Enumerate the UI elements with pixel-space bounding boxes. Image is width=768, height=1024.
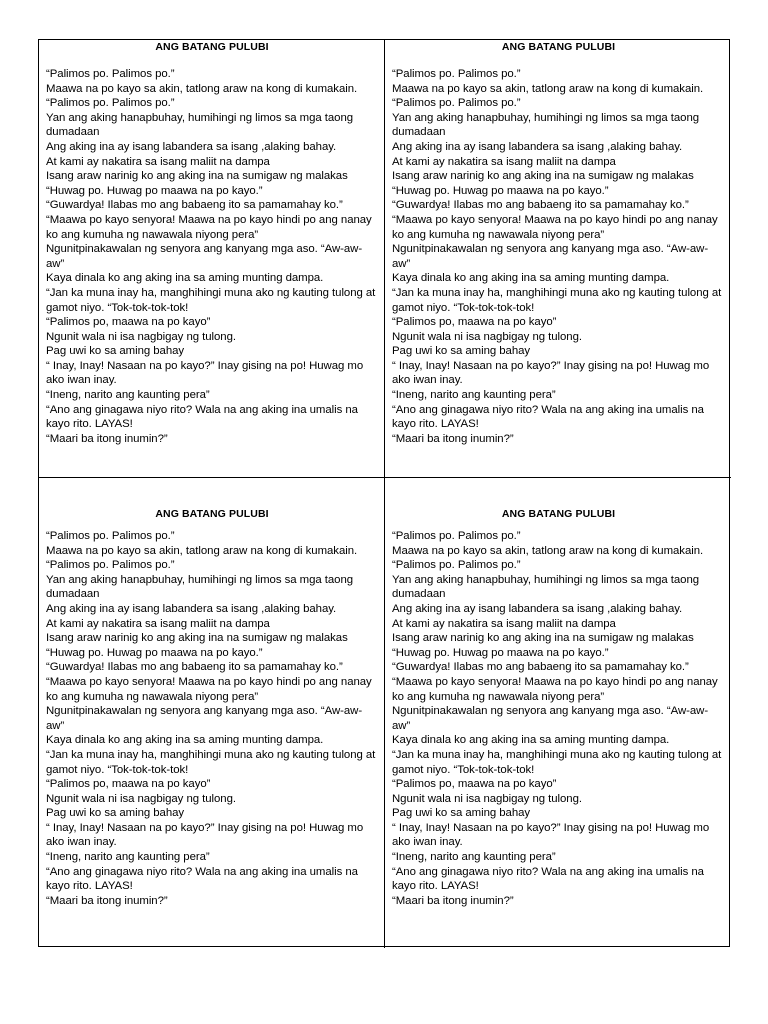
story-line: Isang araw narinig ko ang aking ina na sumigaw ng malakas	[46, 170, 348, 183]
story-line: Ngunit wala ni isa nagbigay ng tulong.	[392, 330, 582, 343]
story-line: “Jan ka muna inay ha, manghihingi muna ako ng kauting tulong at gamot niyo. “Tok-tok-tok-tok!	[392, 286, 722, 314]
story-line: “Ano ang ginagawa niyo rito? Wala na ang aking ina umalis na kayo rito. LAYAS!	[392, 403, 704, 431]
story-line: “Palimos po. Palimos po.”	[392, 68, 521, 80]
story-line: “Guwardya! Ilabas mo ang babaeng ito sa pamamahay ko.”	[46, 199, 343, 212]
story-line: Ang aking ina ay isang labandera sa isang ,alaking bahay.	[392, 602, 683, 615]
story-line: Ngunit wala ni isa nagbigay ng tulong.	[46, 330, 236, 343]
story-line: Pag uwi ko sa aming bahay	[46, 807, 185, 820]
story-line: “Huwag po. Huwag po maawa na po kayo.”	[392, 646, 609, 659]
story-line: “Guwardya! Ilabas mo ang babaeng ito sa pamamahay ko.”	[392, 661, 689, 674]
story-line: “Jan ka muna inay ha, manghihingi muna ako ng kauting tulong at gamot niyo. “Tok-tok-tok-tok!	[46, 286, 376, 314]
story-line: “Palimos po, maawa na po kayo”	[392, 316, 557, 329]
story-card	[39, 40, 385, 478]
story-line: “Palimos po. Palimos po.”	[46, 530, 175, 542]
story-line: Pag uwi ko sa aming bahay	[392, 807, 531, 820]
story-lines	[392, 529, 725, 908]
story-line: “Huwag po. Huwag po maawa na po kayo.”	[46, 646, 263, 659]
story-line: Yan ang aking hanapbuhay, humihingi ng limos sa mga taong dumadaan	[46, 111, 354, 139]
story-line: Maawa na po kayo sa akin, tatlong araw na kong di kumakain.	[46, 544, 358, 557]
story-line: Isang araw narinig ko ang aking ina na sumigaw ng malakas	[46, 632, 348, 645]
story-line: Ngunit wala ni isa nagbigay ng tulong.	[392, 792, 582, 805]
story-line: “Ineng, narito ang kaunting pera”	[392, 389, 556, 402]
story-line: “Maari ba itong inumin?”	[46, 432, 168, 445]
story-line: “Ineng, narito ang kaunting pera”	[392, 851, 556, 864]
card-title: ANG BATANG PULUBI	[501, 41, 616, 53]
story-lines	[46, 67, 378, 446]
story-line: “Huwag po. Huwag po maawa na po kayo.”	[392, 184, 609, 197]
story-card	[385, 478, 731, 948]
story-line: “Maawa po kayo senyora! Maawa na po kayo hindi po ang nanay ko ang kumuha ng nawawala niyong pera”	[46, 213, 372, 241]
story-line: “Palimos po. Palimos po.”	[392, 530, 521, 542]
story-card	[385, 40, 731, 478]
story-line: Maawa na po kayo sa akin, tatlong araw na kong di kumakain.	[46, 82, 358, 95]
story-line: “ Inay, Inay! Nasaan na po kayo?” Inay gising na po! Huwag mo ako iwan inay.	[392, 359, 710, 387]
story-line: “Ineng, narito ang kaunting pera”	[46, 851, 210, 864]
story-line: “Maari ba itong inumin?”	[392, 432, 514, 445]
story-line: Yan ang aking hanapbuhay, humihingi ng limos sa mga taong dumadaan	[46, 573, 354, 601]
story-card	[39, 478, 385, 948]
story-line: Maawa na po kayo sa akin, tatlong araw na kong di kumakain.	[392, 82, 704, 95]
story-line: “Jan ka muna inay ha, manghihingi muna ako ng kauting tulong at gamot niyo. “Tok-tok-tok-tok!	[392, 748, 722, 776]
story-line: “ Inay, Inay! Nasaan na po kayo?” Inay gising na po! Huwag mo ako iwan inay.	[46, 359, 364, 387]
story-line: “Palimos po. Palimos po.”	[46, 97, 175, 110]
story-line: “Palimos po. Palimos po.”	[392, 559, 521, 572]
story-line: “Maari ba itong inumin?”	[392, 894, 514, 907]
story-line: “Palimos po. Palimos po.”	[46, 559, 175, 572]
story-line: Pag uwi ko sa aming bahay	[46, 345, 185, 358]
story-line: “Maawa po kayo senyora! Maawa na po kayo hindi po ang nanay ko ang kumuha ng nawawala niyong pera”	[46, 675, 372, 703]
story-line: “Ineng, narito ang kaunting pera”	[46, 389, 210, 402]
card-title: ANG BATANG PULUBI	[501, 508, 616, 520]
story-line: “Palimos po, maawa na po kayo”	[392, 778, 557, 791]
story-line: At kami ay nakatira sa isang maliit na dampa	[46, 155, 270, 168]
story-line: Ngunit wala ni isa nagbigay ng tulong.	[46, 792, 236, 805]
story-line: Kaya dinala ko ang aking ina sa aming munting dampa.	[392, 272, 670, 285]
story-line: Ang aking ina ay isang labandera sa isang ,alaking bahay.	[46, 140, 337, 153]
story-line: Pag uwi ko sa aming bahay	[392, 345, 531, 358]
story-line: “Ano ang ginagawa niyo rito? Wala na ang aking ina umalis na kayo rito. LAYAS!	[392, 865, 704, 893]
story-line: “Palimos po. Palimos po.”	[392, 97, 521, 110]
story-line: At kami ay nakatira sa isang maliit na dampa	[392, 617, 616, 630]
story-line: Maawa na po kayo sa akin, tatlong araw na kong di kumakain.	[392, 544, 704, 557]
card-title: ANG BATANG PULUBI	[155, 41, 269, 53]
story-line: At kami ay nakatira sa isang maliit na dampa	[46, 617, 270, 630]
story-line: Kaya dinala ko ang aking ina sa aming munting dampa.	[46, 734, 324, 747]
story-line: Kaya dinala ko ang aking ina sa aming munting dampa.	[46, 272, 324, 285]
story-line: Yan ang aking hanapbuhay, humihingi ng limos sa mga taong dumadaan	[392, 111, 700, 139]
story-lines	[392, 67, 725, 446]
story-line: At kami ay nakatira sa isang maliit na dampa	[392, 155, 616, 168]
story-line: Ngunitpinakawalan ng senyora ang kanyang mga aso. “Aw-aw-aw”	[392, 243, 709, 270]
story-line: “Maawa po kayo senyora! Maawa na po kayo hindi po ang nanay ko ang kumuha ng nawawala niyong pera”	[392, 675, 718, 703]
story-line: Ang aking ina ay isang labandera sa isang ,alaking bahay.	[392, 140, 683, 153]
story-line: Ngunitpinakawalan ng senyora ang kanyang mga aso. “Aw-aw-aw”	[46, 243, 363, 270]
story-card-table	[38, 39, 730, 947]
card-title: ANG BATANG PULUBI	[155, 508, 269, 520]
story-line: “Maawa po kayo senyora! Maawa na po kayo hindi po ang nanay ko ang kumuha ng nawawala niyong pera”	[392, 213, 718, 241]
story-line: “ Inay, Inay! Nasaan na po kayo?” Inay gising na po! Huwag mo ako iwan inay.	[46, 821, 364, 849]
story-line: “ Inay, Inay! Nasaan na po kayo?” Inay gising na po! Huwag mo ako iwan inay.	[392, 821, 710, 849]
story-line: Ngunitpinakawalan ng senyora ang kanyang mga aso. “Aw-aw-aw”	[392, 705, 709, 732]
story-line: Kaya dinala ko ang aking ina sa aming munting dampa.	[392, 734, 670, 747]
story-line: “Maari ba itong inumin?”	[46, 894, 168, 907]
story-line: “Ano ang ginagawa niyo rito? Wala na ang aking ina umalis na kayo rito. LAYAS!	[46, 403, 358, 431]
story-line: “Palimos po, maawa na po kayo”	[46, 316, 211, 329]
story-line: Ngunitpinakawalan ng senyora ang kanyang mga aso. “Aw-aw-aw”	[46, 705, 363, 732]
story-lines	[46, 529, 378, 908]
story-line: “Guwardya! Ilabas mo ang babaeng ito sa pamamahay ko.”	[392, 199, 689, 212]
story-line: Isang araw narinig ko ang aking ina na sumigaw ng malakas	[392, 632, 694, 645]
story-line: “Jan ka muna inay ha, manghihingi muna ako ng kauting tulong at gamot niyo. “Tok-tok-tok-tok!	[46, 748, 376, 776]
story-line: Isang araw narinig ko ang aking ina na sumigaw ng malakas	[392, 170, 694, 183]
story-line: “Huwag po. Huwag po maawa na po kayo.”	[46, 184, 263, 197]
story-line: “Palimos po, maawa na po kayo”	[46, 778, 211, 791]
story-line: “Guwardya! Ilabas mo ang babaeng ito sa pamamahay ko.”	[46, 661, 343, 674]
story-line: “Ano ang ginagawa niyo rito? Wala na ang aking ina umalis na kayo rito. LAYAS!	[46, 865, 358, 893]
story-line: Ang aking ina ay isang labandera sa isang ,alaking bahay.	[46, 602, 337, 615]
story-line: “Palimos po. Palimos po.”	[46, 68, 175, 80]
story-line: Yan ang aking hanapbuhay, humihingi ng limos sa mga taong dumadaan	[392, 573, 700, 601]
